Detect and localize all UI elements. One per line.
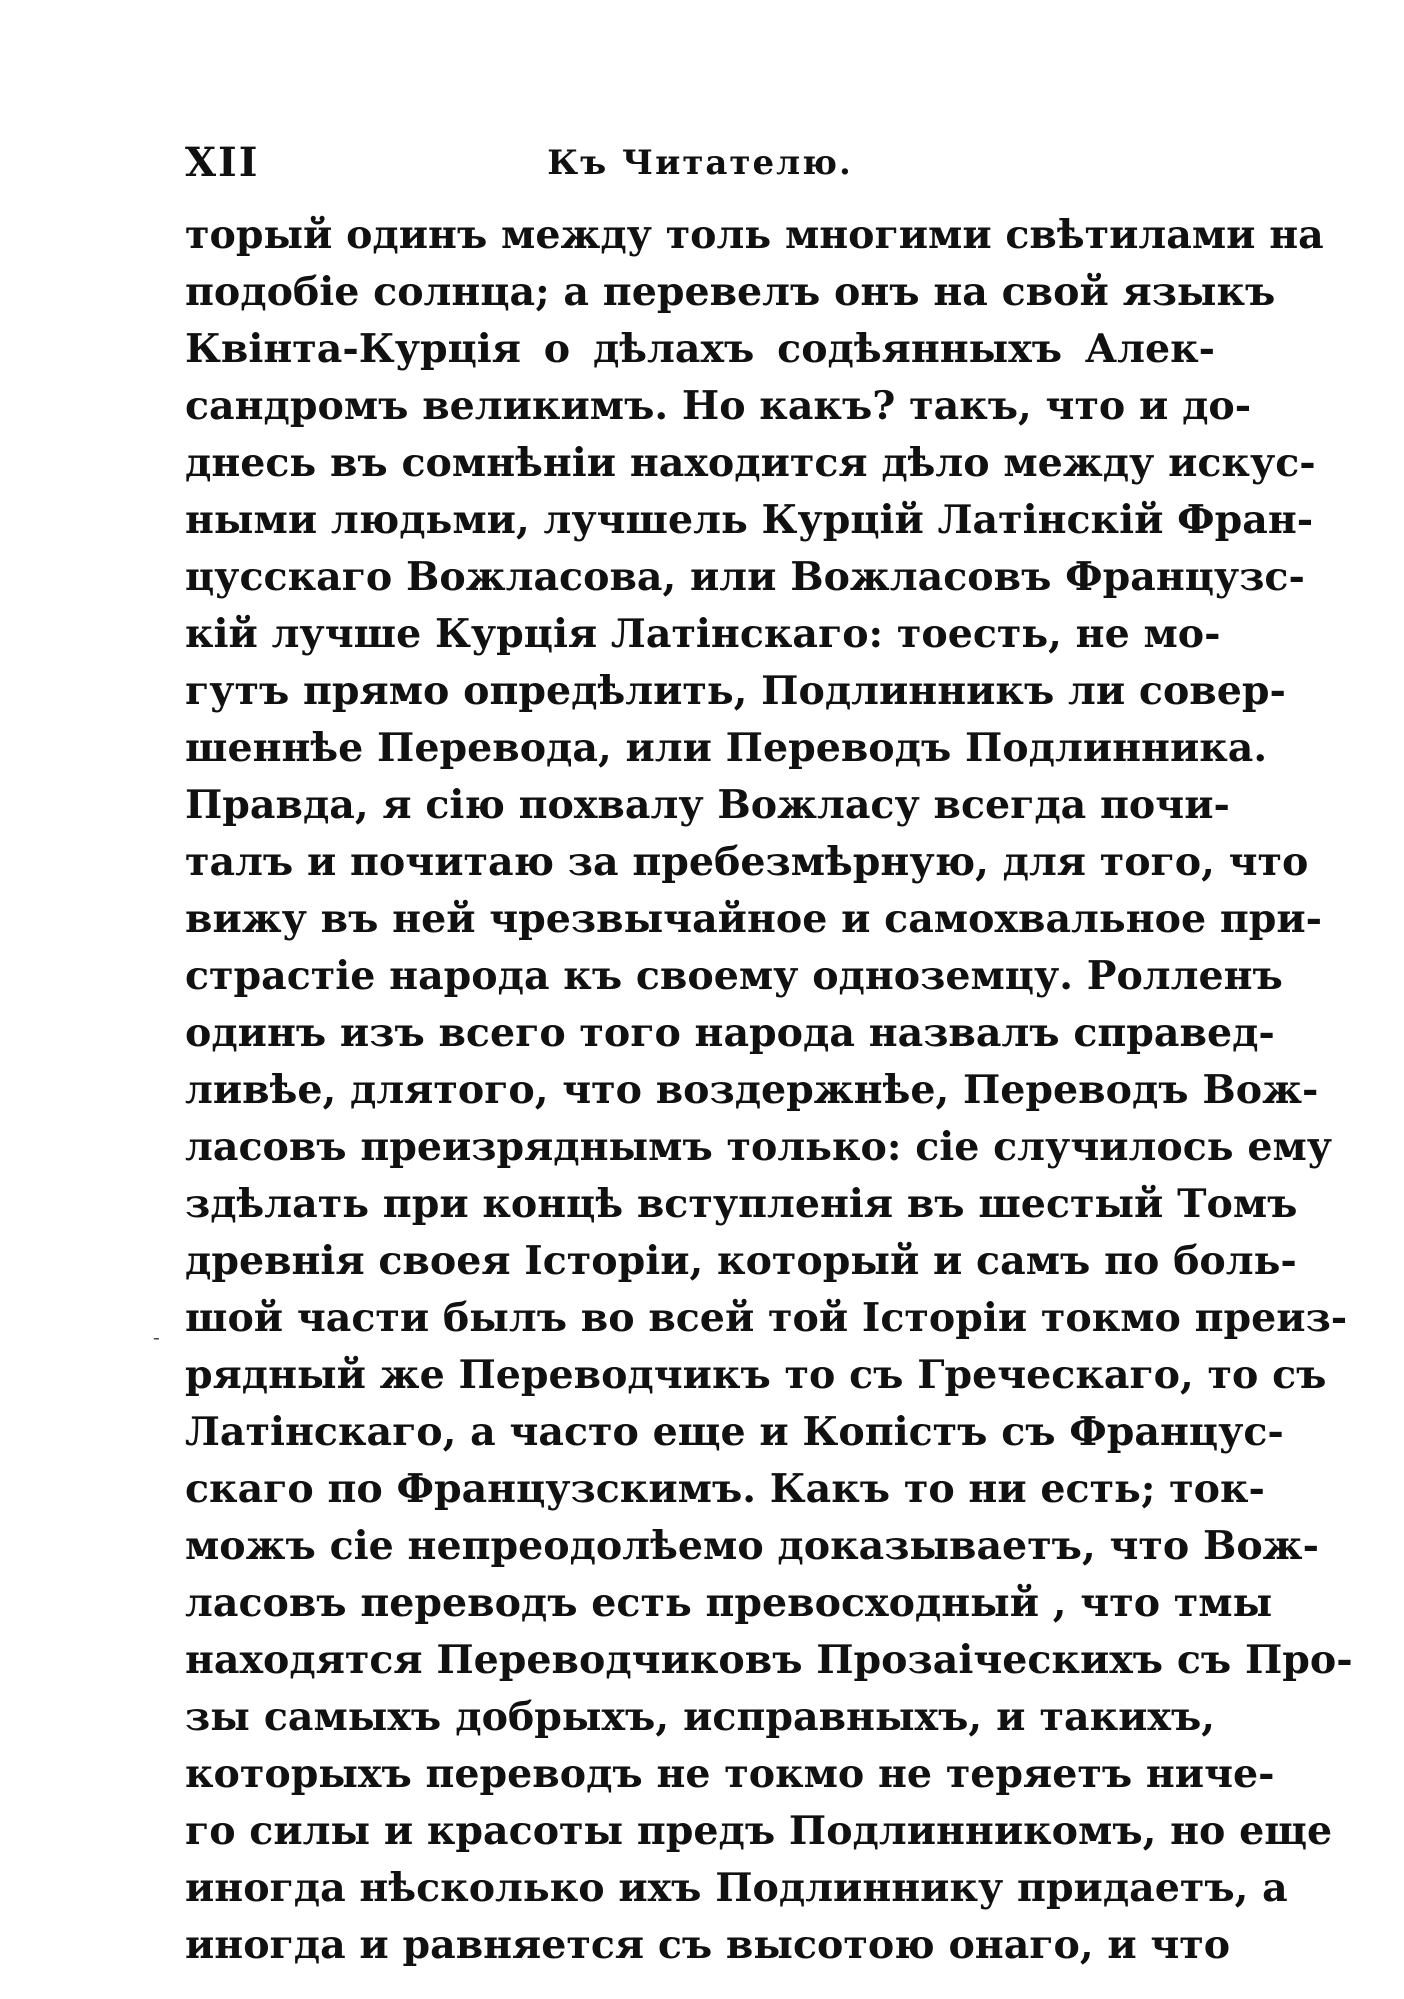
- text-line: Правда, я сію похвалу Вожласу всегда почи-: [185, 782, 1230, 828]
- text-line: подобіе солнца; а перевелъ онъ на свой языкъ: [185, 269, 1276, 315]
- text-line: ливѣе, длятого, что воздержнѣе, Переводъ Вож-: [185, 1067, 1319, 1113]
- text-line: сандромъ великимъ. Но какъ? такъ, что и до-: [185, 383, 1252, 429]
- text-line: страстіе народа къ своему одноземцу. Ролленъ: [185, 953, 1283, 999]
- text-line: кій лучше Курція Латінскаго: тоесть, не мо-: [185, 611, 1221, 657]
- text-line: ными людьми, лучшель Курцій Латінскій Фран-: [185, 497, 1314, 543]
- text-line: днесь въ сомнѣніи находится дѣло между искус-: [185, 440, 1316, 486]
- text-line: рядный же Переводчикъ то съ Греческаго, то съ: [185, 1352, 1327, 1398]
- margin-mark: -: [153, 1325, 160, 1349]
- text-line: иногда нѣсколько ихъ Подлиннику придаетъ, а: [185, 1865, 1288, 1911]
- text-line: го силы и красоты предъ Подлинникомъ, но еще: [185, 1808, 1333, 1854]
- text-line: ласовъ переводъ есть превосходный , что тмы: [185, 1580, 1273, 1626]
- text-line: зы самыхъ добрыхъ, исправныхъ, и такихъ,: [185, 1694, 1215, 1740]
- text-line: здѣлать при концѣ вступленія въ шестый Томъ: [185, 1181, 1298, 1227]
- text-line: находятся Переводчиковъ Прозаіческихъ съ Про-: [185, 1637, 1353, 1683]
- page-number: XII: [185, 139, 260, 186]
- text-line: одинъ изъ всего того народа назвалъ справед-: [185, 1010, 1275, 1056]
- text-line: талъ и почитаю за пребезмѣрную, для того, что: [185, 839, 1309, 885]
- text-line: Латінскаго, а часто еще и Копістъ съ Францус-: [185, 1409, 1284, 1455]
- running-title: Къ Читателю.: [547, 143, 853, 183]
- text-line: скаго по Французскимъ. Какъ то ни есть; ток-: [185, 1466, 1265, 1512]
- text-line: древнія своея Історіи, который и самъ по боль-: [185, 1238, 1297, 1284]
- text-line: можъ сіе непреодолѣемо доказываетъ, что Вож-: [185, 1523, 1319, 1569]
- text-line: цусскаго Вожласова, или Вожласовъ Французс-: [185, 554, 1305, 600]
- text-line: гутъ прямо опредѣлить, Подлинникъ ли совер-: [185, 668, 1286, 714]
- text-line: шеннѣе Перевода, или Переводъ Подлинника.: [185, 725, 1268, 771]
- text-line: которыхъ переводъ не токмо не теряетъ ниче-: [185, 1751, 1275, 1797]
- text-line: ласовъ преизряднымъ только: сіе случилось ему: [185, 1124, 1333, 1170]
- text-line: шой части былъ во всей той Історіи токмо преиз-: [185, 1295, 1348, 1341]
- text-line: Квінта-Курція о дѣлахъ содѣянныхъ Алек-: [185, 326, 1215, 372]
- body-text: [185, 207, 1353, 1974]
- text-line: вижу въ ней чрезвычайное и самохвальное при-: [185, 896, 1323, 942]
- text-line: иногда и равняется съ высотою онаго, и что: [185, 1922, 1231, 1968]
- text-line: торый одинъ между толь многими свѣтилами на: [185, 212, 1324, 258]
- page-header: [185, 138, 1215, 188]
